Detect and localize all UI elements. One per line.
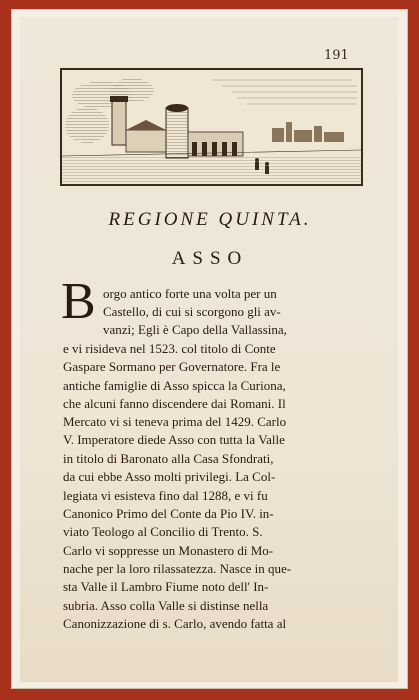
text-line: subria. Asso colla Valle si distinse nella: [63, 598, 269, 613]
text-line: sta Valle il Lambro Fiume noto dell' In-: [63, 579, 269, 594]
text-line: Gaspare Sormano per Governatore. Fra le: [63, 359, 281, 374]
text-line: vanzi; Egli è Capo della Vallassina,: [103, 322, 287, 337]
section-title: REGIONE QUINTA.: [108, 209, 312, 230]
place-title: ASSO: [171, 248, 249, 269]
drop-cap: B: [61, 273, 96, 330]
text-line: Canonico Primo del Conte da Pio IV. in-: [63, 506, 274, 521]
text-line: in titolo di Baronato alla Casa Sfondrati,: [63, 451, 274, 466]
text-line: antiche famiglie di Asso spicca la Curiona,: [63, 378, 286, 393]
text-line: Mercato vi si teneva prima del 1429. Carlo: [63, 414, 287, 429]
engraving-illustration: [60, 68, 363, 186]
text-line: Canonizzazione di s. Carlo, avendo fatta al: [63, 616, 287, 631]
page-number: 191: [324, 48, 349, 63]
text-line: e vi risideva nel 1523. col titolo di Conte: [63, 341, 276, 356]
text-line: da cui ebbe Asso molti privilegi. La Col-: [63, 469, 276, 484]
text-line: V. Imperatore diede Asso con tutta la Valle: [63, 432, 285, 447]
text-line: che alcuni fanno discendere dai Romani. Il: [63, 396, 286, 411]
text-line: legiata vi esisteva fino dal 1288, e vi fu: [63, 488, 268, 503]
text-line: Carlo vi soppresse un Monastero di Mo-: [63, 543, 274, 558]
text-line: orgo antico forte una volta per un: [103, 286, 277, 301]
text-line: Castello, di cui si scorgono gli av-: [103, 304, 281, 319]
text-line: viato Teologo al Concilio di Trento. S.: [63, 524, 263, 539]
text-line: nache per la loro rilassatezza. Nasce in que-: [63, 561, 292, 576]
